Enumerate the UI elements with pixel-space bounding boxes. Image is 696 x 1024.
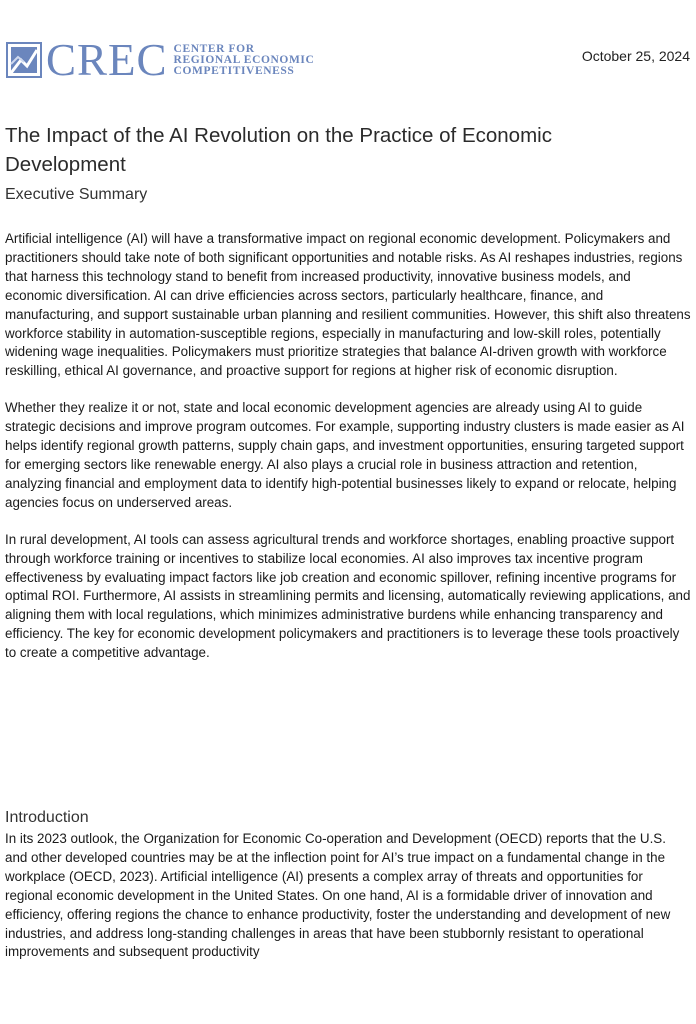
logo-tagline-line-2: REGIONAL ECONOMIC [173, 53, 315, 66]
executive-summary-body [5, 230, 691, 681]
page-header [6, 35, 690, 85]
logo-tagline [174, 44, 315, 77]
document-title: The Impact of the AI Revolution on the Practice of Economic Development [5, 124, 552, 176]
introduction-heading: Introduction [5, 809, 89, 826]
document-subtitle: Executive Summary [5, 186, 148, 203]
summary-paragraph-2: Whether they realize it or not, state and local economic development agencies are already using AI to guide strategic decisions and improve program outcomes. For example, supporting industry clusters is made easier as AI helps identify regional growth patterns, supply chain gaps, and investment opportunities, ensuring targeted support for emerging sectors like renewable energy. AI also plays a crucial role in business attraction and retention, analyzing financial and employment data to identify high-potential businesses likely to expand or relocate, helping agencies focus on underserved areas. [5, 400, 685, 510]
logo-wordmark: CREC [46, 35, 168, 85]
crec-logo [6, 35, 315, 85]
document-date: October 25, 2024 [581, 48, 690, 64]
logo-tagline-line-3: COMPETITIVENESS [173, 64, 295, 77]
summary-paragraph-1: Artificial intelligence (AI) will have a transformative impact on regional economic development. Policymakers and practitioners should take note of both significant opportunities and notable risks. As AI reshapes industries, regions that harness this technology stand to benefit from increased productivity, innovative business models, and economic diversification. AI can drive efficiencies across sectors, particularly healthcare, finance, and manufacturing, and support sustainable urban planning and resilient communities. However, this shift also threatens workforce stability in automation-susceptible regions, especially in manufacturing and low-skill roles, potentially widening wage inequalities. Policymakers must prioritize strategies that balance AI-driven growth with workforce reskilling, ethical AI governance, and proactive support for regions at higher risk of economic disruption. [5, 231, 691, 379]
summary-paragraph-3: In rural development, AI tools can assess agricultural trends and workforce shortages, enabling proactive support through workforce training or incentives to stabilize local economies. AI also improves tax incentive program effectiveness by evaluating impact factors like job creation and economic spillover, refining incentive programs for optimal ROI. Furthermore, AI assists in streamlining permits and licensing, automatically reviewing applications, and aligning them with local regulations, which minimizes administrative burdens while enhancing transparency and efficiency. The key for economic development policymakers and practitioners is to leverage these tools proactively to create a competitive advantage. [5, 531, 691, 661]
introduction-paragraph: In its 2023 outlook, the Organization for Economic Co-operation and Development (OECD) reports that the U.S. and other developed countries may be at the inflection point for AI’s true impact on a fundamental change in the workplace (OECD, 2023). Artificial intelligence (AI) presents a complex array of threats and opportunities for regional economic development in the United States. On one hand, AI is a formidable driver of innovation and efficiency, offering regions the chance to enhance productivity, foster the understanding and development of new industries, and address long-standing challenges in areas that have been stubbornly resistant to operational improvements and subsequent productivity [5, 831, 671, 960]
crec-logo-mark-icon [6, 42, 42, 78]
logo-tagline-line-1: CENTER FOR [173, 42, 255, 55]
